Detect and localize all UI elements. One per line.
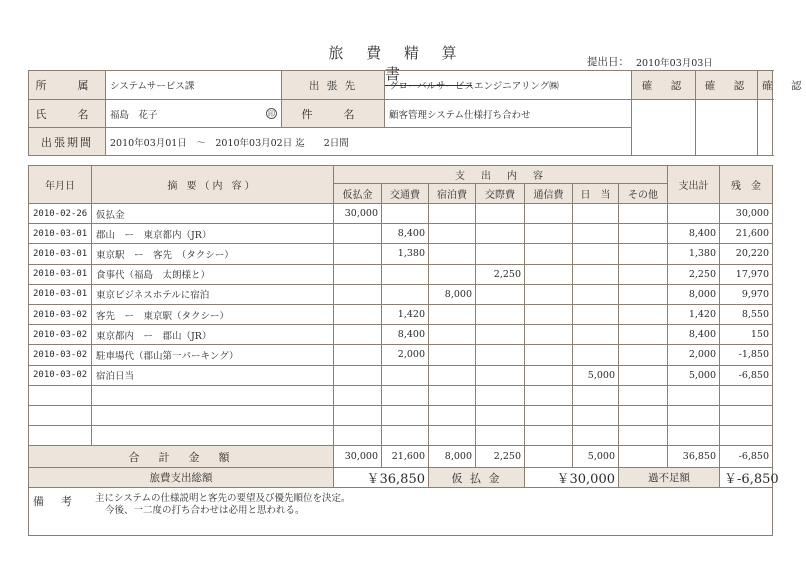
row-balance: 30,000 — [720, 204, 773, 224]
row-entertain — [476, 385, 525, 405]
row-entertain — [476, 284, 525, 304]
row-comm — [525, 244, 573, 264]
row-total: 8,400 — [668, 224, 720, 244]
row-transport — [382, 426, 429, 446]
confirm-box-2 — [696, 100, 758, 156]
advance-value: ￥30,000 — [525, 468, 619, 488]
row-entertain: 2,250 — [476, 264, 525, 284]
confirm-label-3: 確 認 — [758, 71, 773, 100]
row-balance: 17,970 — [720, 264, 773, 284]
remarks-line-1: 主にシステムの仕様説明と客先の要望及び優先順位を決定。 — [95, 493, 351, 505]
row-description: 仮払金 — [92, 204, 334, 224]
row-date: 2010-03-02 — [29, 345, 92, 365]
table-row — [29, 224, 773, 244]
row-total — [668, 385, 720, 405]
row-comm — [525, 426, 573, 446]
row-advance — [334, 365, 382, 385]
row-daily — [573, 284, 619, 304]
row-lodging — [429, 264, 476, 284]
row-description: 東京駅 ー 客先 （タクシー） — [92, 244, 334, 264]
col-communication: 通信費 — [525, 184, 573, 204]
confirm-box-3 — [758, 100, 773, 156]
total-advance: 30,000 — [334, 446, 382, 468]
col-transport: 交通費 — [382, 184, 429, 204]
row-other — [619, 304, 668, 324]
row-balance — [720, 426, 773, 446]
table-row — [29, 405, 773, 425]
col-other: その他 — [619, 184, 668, 204]
col-daily-allowance: 日 当 — [573, 184, 619, 204]
row-advance — [334, 405, 382, 425]
row-lodging — [429, 325, 476, 345]
row-transport: 1,380 — [382, 244, 429, 264]
row-description: 東京都内 ー 郡山（JR） — [92, 325, 334, 345]
header-table — [28, 70, 806, 156]
period-value: 2010年03月01日 ～ 2010年03月02日 迄 2日間 — [106, 128, 632, 156]
seal-stamp-icon: 印 — [268, 109, 275, 118]
row-total — [668, 405, 720, 425]
total-lodging: 8,000 — [429, 446, 476, 468]
row-comm — [525, 224, 573, 244]
row-daily — [573, 345, 619, 365]
row-advance — [334, 244, 382, 264]
row-balance: 150 — [720, 325, 773, 345]
subject-label: 件 名 — [282, 100, 385, 128]
total-daily-allowance: 5,000 — [573, 446, 619, 468]
table-row — [29, 385, 773, 405]
row-other — [619, 345, 668, 365]
department-label: 所 属 — [29, 71, 106, 100]
row-comm — [525, 405, 573, 425]
name-value: 福島 花子 — [110, 109, 158, 121]
row-entertain — [476, 405, 525, 425]
row-advance — [334, 426, 382, 446]
remarks-line-2: 今後、一二度の打ち合わせは必用と思われる。 — [105, 505, 305, 517]
row-comm — [525, 304, 573, 324]
expense-table — [28, 165, 779, 536]
total-expense: 36,850 — [668, 446, 720, 468]
row-entertain — [476, 244, 525, 264]
table-row — [29, 264, 773, 284]
row-description: 宿泊日当 — [92, 365, 334, 385]
row-transport: 8,400 — [382, 325, 429, 345]
row-transport — [382, 385, 429, 405]
row-description: 客先 ー 東京駅（タクシー） — [92, 304, 334, 324]
row-total: 1,420 — [668, 304, 720, 324]
col-total: 支出計 — [668, 166, 720, 204]
row-total: 8,400 — [668, 325, 720, 345]
row-date — [29, 426, 92, 446]
row-transport — [382, 264, 429, 284]
row-date: 2010-03-02 — [29, 325, 92, 345]
row-comm — [525, 284, 573, 304]
row-entertain — [476, 204, 525, 224]
col-date: 年月日 — [29, 166, 92, 204]
row-balance: -1,850 — [720, 345, 773, 365]
row-daily — [573, 204, 619, 224]
row-date: 2010-03-01 — [29, 284, 92, 304]
table-row — [29, 204, 773, 224]
row-date: 2010-03-02 — [29, 304, 92, 324]
document-title: 旅 費 精 算 書 — [322, 42, 472, 86]
row-other — [619, 405, 668, 425]
row-total — [668, 426, 720, 446]
row-date: 2010-03-01 — [29, 244, 92, 264]
row-daily: 5,000 — [573, 365, 619, 385]
row-daily — [573, 325, 619, 345]
row-daily — [573, 244, 619, 264]
row-transport — [382, 284, 429, 304]
table-row — [29, 244, 773, 264]
row-balance: 9,970 — [720, 284, 773, 304]
row-description — [92, 426, 334, 446]
row-other — [619, 264, 668, 284]
row-entertain — [476, 426, 525, 446]
row-transport — [382, 405, 429, 425]
shortage-label: 過不足額 — [619, 468, 720, 488]
row-balance: -6,850 — [720, 365, 773, 385]
row-date — [29, 385, 92, 405]
totals-label: 合 計 金 額 — [29, 446, 334, 468]
row-other — [619, 284, 668, 304]
submission-date: 2010年03月03日 — [636, 58, 713, 69]
row-other — [619, 224, 668, 244]
row-comm — [525, 204, 573, 224]
col-lodging: 宿泊費 — [429, 184, 476, 204]
expense-total-label: 旅費支出総額 — [29, 468, 334, 488]
row-transport: 1,420 — [382, 304, 429, 324]
row-total — [668, 204, 720, 224]
department-value: システムサービス課 — [106, 71, 282, 100]
row-other — [619, 244, 668, 264]
remarks-cell — [29, 488, 773, 536]
row-description: 駐車場代（郡山第一パーキング） — [92, 345, 334, 365]
row-entertain — [476, 224, 525, 244]
row-advance — [334, 325, 382, 345]
row-lodging — [429, 224, 476, 244]
row-other — [619, 365, 668, 385]
row-total: 1,380 — [668, 244, 720, 264]
row-date: 2010-03-02 — [29, 365, 92, 385]
row-advance — [334, 304, 382, 324]
total-other — [619, 446, 668, 468]
table-row — [29, 325, 773, 345]
row-daily — [573, 224, 619, 244]
row-lodging — [429, 426, 476, 446]
row-daily — [573, 405, 619, 425]
row-entertain — [476, 345, 525, 365]
remarks-label: 備 考 — [33, 495, 75, 509]
row-transport: 8,400 — [382, 224, 429, 244]
row-balance: 8,550 — [720, 304, 773, 324]
row-balance: 21,600 — [720, 224, 773, 244]
col-group-expenses: 支 出 内 容 — [334, 166, 668, 184]
row-date: 2010-03-01 — [29, 224, 92, 244]
row-advance — [334, 345, 382, 365]
confirm-label-1: 確 認 — [632, 71, 696, 100]
name-label: 氏 名 — [29, 100, 106, 128]
table-row — [29, 365, 773, 385]
row-other — [619, 204, 668, 224]
row-other — [619, 385, 668, 405]
row-lodging — [429, 405, 476, 425]
row-total: 8,000 — [668, 284, 720, 304]
row-balance: 20,220 — [720, 244, 773, 264]
period-label: 出張期間 — [29, 128, 106, 156]
col-description: 摘 要（内 容） — [92, 166, 334, 204]
row-advance — [334, 264, 382, 284]
row-lodging — [429, 345, 476, 365]
row-description — [92, 385, 334, 405]
confirm-box-1 — [632, 100, 696, 156]
row-comm — [525, 385, 573, 405]
destination-label: 出 張 先 — [282, 71, 385, 100]
row-description: 東京ビジネスホテルに宿泊 — [92, 284, 334, 304]
row-lodging — [429, 204, 476, 224]
shortage-value: ￥-6,850 — [720, 468, 773, 488]
row-lodging: 8,000 — [429, 284, 476, 304]
col-entertainment: 交際費 — [476, 184, 525, 204]
table-row — [29, 284, 773, 304]
row-daily — [573, 426, 619, 446]
total-communication — [525, 446, 573, 468]
row-date: 2010-03-01 — [29, 264, 92, 284]
row-description: 郡山 ー 東京都内（JR） — [92, 224, 334, 244]
row-lodging — [429, 365, 476, 385]
submission-date-label: 提出日： — [587, 56, 629, 68]
advance-label: 仮 払 金 — [429, 468, 525, 488]
row-balance — [720, 385, 773, 405]
row-transport — [382, 204, 429, 224]
table-row — [29, 345, 773, 365]
row-comm — [525, 365, 573, 385]
table-row — [29, 304, 773, 324]
row-entertain — [476, 325, 525, 345]
row-total: 5,000 — [668, 365, 720, 385]
confirm-label-2: 確 認 — [696, 71, 758, 100]
total-entertainment: 2,250 — [476, 446, 525, 468]
row-advance: 30,000 — [334, 204, 382, 224]
row-advance — [334, 385, 382, 405]
col-balance: 残 金 — [720, 166, 773, 204]
row-comm — [525, 264, 573, 284]
subject-value: 顧客管理システム仕様打ち合わせ — [385, 100, 632, 128]
row-total: 2,000 — [668, 345, 720, 365]
row-lodging — [429, 304, 476, 324]
row-advance — [334, 284, 382, 304]
row-lodging — [429, 385, 476, 405]
row-entertain — [476, 304, 525, 324]
row-comm — [525, 325, 573, 345]
row-transport: 2,000 — [382, 345, 429, 365]
row-description — [92, 405, 334, 425]
row-advance — [334, 224, 382, 244]
col-advance: 仮払金 — [334, 184, 382, 204]
row-description: 食事代（福島 太朗様と） — [92, 264, 334, 284]
row-entertain — [476, 365, 525, 385]
name-cell — [106, 100, 282, 128]
row-transport — [382, 365, 429, 385]
row-other — [619, 426, 668, 446]
row-date — [29, 405, 92, 425]
table-row — [29, 426, 773, 446]
destination-value: グローバルサービスエンジニアリング㈱ — [385, 71, 632, 100]
row-other — [619, 325, 668, 345]
row-lodging — [429, 244, 476, 264]
total-balance: -6,850 — [720, 446, 773, 468]
total-transport: 21,600 — [382, 446, 429, 468]
row-date: 2010-02-26 — [29, 204, 92, 224]
row-balance — [720, 405, 773, 425]
row-total: 2,250 — [668, 264, 720, 284]
expense-rows — [29, 204, 773, 446]
row-daily — [573, 385, 619, 405]
expense-total-value: ￥36,850 — [334, 468, 429, 488]
row-daily — [573, 264, 619, 284]
row-daily — [573, 304, 619, 324]
row-comm — [525, 345, 573, 365]
